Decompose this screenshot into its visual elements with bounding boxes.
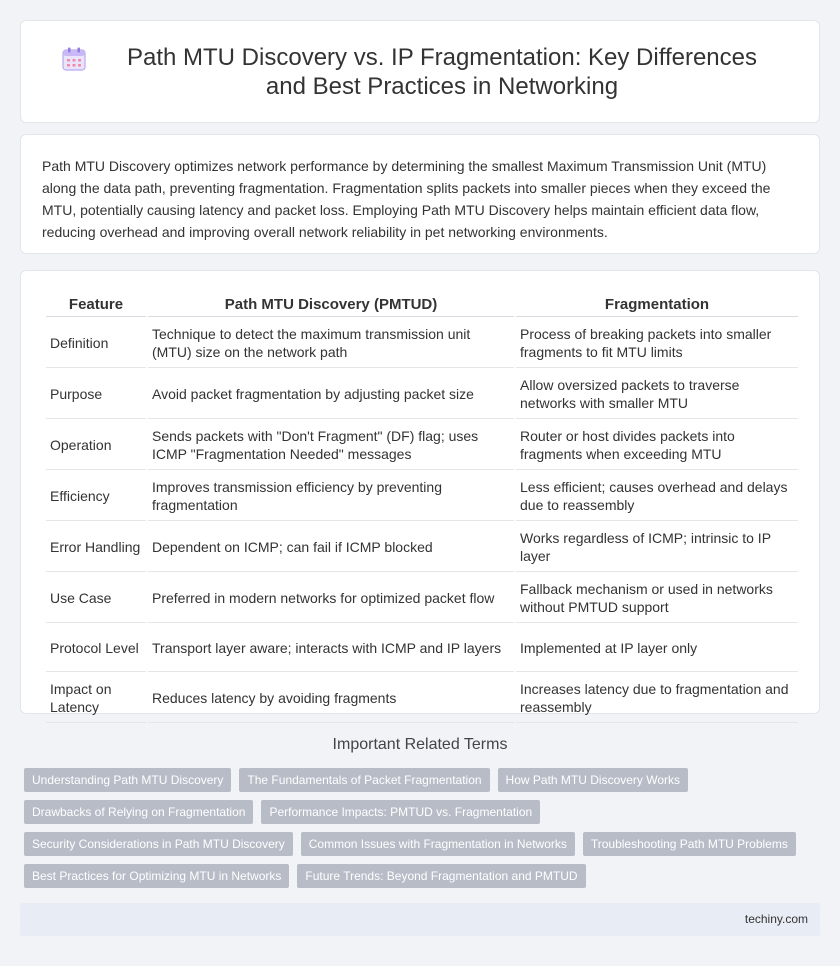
header-pmtud: Path MTU Discovery (PMTUD)	[148, 295, 514, 317]
calendar-icon	[61, 46, 87, 72]
cell-fragmentation: Less efficient; causes overhead and delays due to reassembly	[516, 472, 798, 521]
cell-pmtud: Avoid packet fragmentation by adjusting packet size	[148, 370, 514, 419]
cell-fragmentation: Implemented at IP layer only	[516, 625, 798, 672]
cell-pmtud: Sends packets with "Don't Fragment" (DF) flag; uses ICMP "Fragmentation Needed" messages	[148, 421, 514, 470]
header-card	[20, 20, 820, 123]
related-term-tag[interactable]: Best Practices for Optimizing MTU in Networks	[24, 864, 289, 888]
table-row	[46, 523, 798, 572]
related-term-tag[interactable]: Troubleshooting Path MTU Problems	[583, 832, 796, 856]
page-title: Path MTU Discovery vs. IP Fragmentation: Key Differences and Best Practices in Networking	[126, 43, 757, 100]
cell-fragmentation: Allow oversized packets to traverse networks with smaller MTU	[516, 370, 798, 419]
table-row	[46, 421, 798, 470]
cell-feature: Operation	[46, 421, 146, 470]
footer	[20, 903, 820, 936]
comparison-table	[44, 293, 800, 725]
cell-fragmentation: Process of breaking packets into smaller fragments to fit MTU limits	[516, 319, 798, 368]
cell-feature: Error Handling	[46, 523, 146, 572]
related-term-tag[interactable]: Future Trends: Beyond Fragmentation and PMTUD	[297, 864, 585, 888]
cell-pmtud: Improves transmission efficiency by preventing fragmentation	[148, 472, 514, 521]
related-term-tag[interactable]: Performance Impacts: PMTUD vs. Fragmentation	[261, 800, 540, 824]
comparison-table-card	[20, 270, 820, 714]
cell-feature: Definition	[46, 319, 146, 368]
related-term-tag[interactable]: Common Issues with Fragmentation in Networks	[301, 832, 575, 856]
related-term-tag[interactable]: How Path MTU Discovery Works	[498, 768, 688, 792]
related-term-tag[interactable]: The Fundamentals of Packet Fragmentation	[239, 768, 489, 792]
cell-pmtud: Technique to detect the maximum transmission unit (MTU) size on the network path	[148, 319, 514, 368]
cell-feature: Purpose	[46, 370, 146, 419]
related-term-tag[interactable]: Understanding Path MTU Discovery	[24, 768, 231, 792]
related-term-tag[interactable]: Drawbacks of Relying on Fragmentation	[24, 800, 253, 824]
table-row	[46, 370, 798, 419]
cell-pmtud: Dependent on ICMP; can fail if ICMP blocked	[148, 523, 514, 572]
cell-fragmentation: Fallback mechanism or used in networks without PMTUD support	[516, 574, 798, 623]
header-feature: Feature	[46, 295, 146, 317]
title-wrap	[61, 43, 779, 101]
table-row	[46, 625, 798, 672]
cell-fragmentation: Works regardless of ICMP; intrinsic to IP layer	[516, 523, 798, 572]
cell-feature: Use Case	[46, 574, 146, 623]
cell-pmtud: Reduces latency by avoiding fragments	[148, 674, 514, 723]
related-terms-section	[20, 736, 820, 896]
related-terms-tags	[20, 768, 820, 896]
related-term-tag[interactable]: Security Considerations in Path MTU Discovery	[24, 832, 293, 856]
cell-feature: Impact on Latency	[46, 674, 146, 723]
intro-text: Path MTU Discovery optimizes network performance by determining the smallest Maximum Transmission Unit (MTU) along the data path, preventing fragmentation. Fragmentation splits packets into smaller pieces when they exceed the MTU, potentially causing latency and packet loss. Employing Path MTU Discovery helps maintain efficient data flow, reducing overhead and improving overall network reliability in pet networking environments.	[42, 158, 771, 240]
table-row	[46, 674, 798, 723]
table-row	[46, 574, 798, 623]
related-terms-title: Important Related Terms	[332, 736, 508, 753]
cell-fragmentation: Router or host divides packets into fragments when exceeding MTU	[516, 421, 798, 470]
table-header-row	[46, 295, 798, 317]
cell-pmtud: Transport layer aware; interacts with ICMP and IP layers	[148, 625, 514, 672]
cell-fragmentation: Increases latency due to fragmentation and reassembly	[516, 674, 798, 723]
intro-card	[20, 134, 820, 254]
cell-feature: Protocol Level	[46, 625, 146, 672]
table-row	[46, 319, 798, 368]
table-row	[46, 472, 798, 521]
cell-feature: Efficiency	[46, 472, 146, 521]
footer-site[interactable]: techiny.com	[744, 912, 808, 926]
header-fragmentation: Fragmentation	[516, 295, 798, 317]
cell-pmtud: Preferred in modern networks for optimized packet flow	[148, 574, 514, 623]
